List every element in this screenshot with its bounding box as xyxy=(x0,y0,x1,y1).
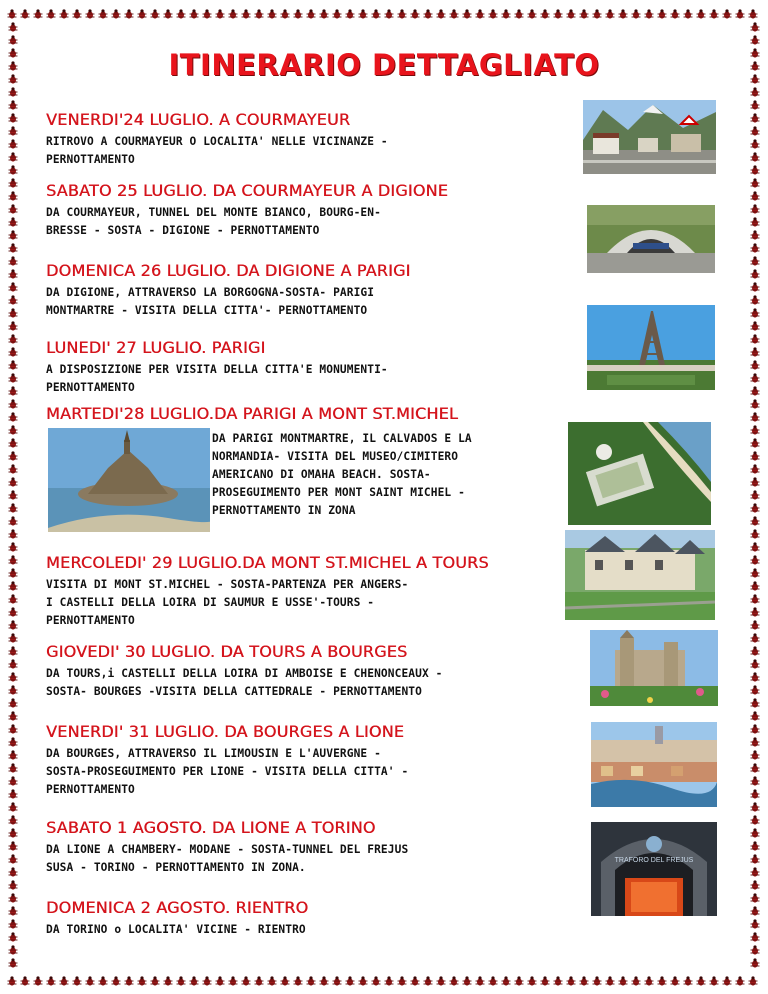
border-bug-icon xyxy=(190,976,199,985)
border-bug-icon xyxy=(9,243,18,252)
border-bug-icon xyxy=(751,321,760,330)
border-bug-icon xyxy=(751,750,760,759)
border-bug-icon xyxy=(307,9,316,18)
border-bug-icon xyxy=(751,854,760,863)
border-bug-icon xyxy=(9,308,18,317)
border-bug-icon xyxy=(632,976,641,985)
border-bug-icon xyxy=(658,976,667,985)
border-bug-icon xyxy=(567,976,576,985)
border-bug-icon xyxy=(751,529,760,538)
border-bug-icon xyxy=(372,9,381,18)
montblanc-tunnel-photo xyxy=(587,205,715,273)
border-bug-icon xyxy=(138,976,147,985)
border-bug-icon xyxy=(307,976,316,985)
border-bug-icon xyxy=(554,9,563,18)
border-bug-icon xyxy=(9,568,18,577)
border-bug-icon xyxy=(567,9,576,18)
border-bug-icon xyxy=(710,9,719,18)
border-bug-icon xyxy=(697,976,706,985)
border-bug-icon xyxy=(177,9,186,18)
border-bug-icon xyxy=(645,9,654,18)
border-bug-icon xyxy=(723,976,732,985)
border-bug-icon xyxy=(450,9,459,18)
border-bug-icon xyxy=(9,542,18,551)
border-bug-icon xyxy=(125,976,134,985)
border-bug-icon xyxy=(9,87,18,96)
border-bug-icon xyxy=(255,976,264,985)
border-bug-icon xyxy=(751,932,760,941)
day-section xyxy=(46,338,388,397)
border-bug-icon xyxy=(751,568,760,577)
border-bug-icon xyxy=(751,958,760,967)
border-bug-icon xyxy=(502,976,511,985)
border-bug-icon xyxy=(736,9,745,18)
day-section xyxy=(46,181,448,240)
day-text: RITROVO A COURMAYEUR O LOCALITA' NELLE VICINANZE - PERNOTTAMENTO xyxy=(46,135,388,166)
border-bug-icon xyxy=(9,594,18,603)
border-bug-icon xyxy=(333,9,342,18)
border-bug-icon xyxy=(751,776,760,785)
border-bug-icon xyxy=(9,269,18,278)
border-bug-icon xyxy=(9,373,18,382)
border-bug-icon xyxy=(151,9,160,18)
day-text: A DISPOSIZIONE PER VISITA DELLA CITTA'E MONUMENTI- PERNOTTAMENTO xyxy=(46,363,388,394)
day-text: DA BOURGES, ATTRAVERSO IL LIMOUSIN E L'AUVERGNE - SOSTA-PROSEGUIMENTO PER LIONE - VISITA DELLA CITTA' - PERNOTTAMENTO xyxy=(46,747,409,796)
border-bug-icon xyxy=(9,425,18,434)
frejus-tunnel-photo xyxy=(591,822,717,916)
border-bug-icon xyxy=(751,204,760,213)
day-heading: VENERDI'24 LUGLIO. A COURMAYEUR xyxy=(46,110,351,129)
border-bug-icon xyxy=(320,9,329,18)
border-bug-icon xyxy=(751,711,760,720)
border-bug-icon xyxy=(9,412,18,421)
border-bug-icon xyxy=(751,633,760,642)
day-text: DA COURMAYEUR, TUNNEL DEL MONTE BIANCO, BOURG-EN- BRESSE - SOSTA - DIGIONE - PERNOTTAMENTO xyxy=(46,206,381,237)
border-bug-icon xyxy=(751,100,760,109)
border-bug-icon xyxy=(751,503,760,512)
border-bug-icon xyxy=(242,976,251,985)
border-bug-icon xyxy=(515,9,524,18)
border-bug-icon xyxy=(177,976,186,985)
border-bug-icon xyxy=(216,9,225,18)
border-bug-icon xyxy=(528,976,537,985)
border-bug-icon xyxy=(671,9,680,18)
border-bug-icon xyxy=(8,976,17,985)
day-heading: DOMENICA 26 LUGLIO. DA DIGIONE A PARIGI xyxy=(46,261,411,280)
border-bug-icon xyxy=(671,976,680,985)
border-bug-icon xyxy=(34,9,43,18)
border-bug-icon xyxy=(437,9,446,18)
day-heading: MERCOLEDI' 29 LUGLIO.DA MONT ST.MICHEL A TOURS xyxy=(46,553,489,572)
border-bug-icon xyxy=(99,976,108,985)
border-bug-icon xyxy=(632,9,641,18)
border-bug-icon xyxy=(9,919,18,928)
border-bug-icon xyxy=(751,698,760,707)
border-bug-icon xyxy=(164,976,173,985)
border-bug-icon xyxy=(9,555,18,564)
border-bug-icon xyxy=(580,976,589,985)
border-bug-icon xyxy=(751,867,760,876)
border-bug-icon xyxy=(751,282,760,291)
border-bug-icon xyxy=(658,9,667,18)
day-heading: SABATO 25 LUGLIO. DA COURMAYEUR A DIGIONE xyxy=(46,181,448,200)
border-bug-icon xyxy=(751,789,760,798)
border-bug-icon xyxy=(268,9,277,18)
border-bug-icon xyxy=(751,399,760,408)
border-bug-icon xyxy=(385,976,394,985)
border-bug-icon xyxy=(450,976,459,985)
border-bug-icon xyxy=(751,373,760,382)
border-bug-icon xyxy=(294,976,303,985)
border-bug-icon xyxy=(398,976,407,985)
border-bug-icon xyxy=(751,217,760,226)
border-bug-icon xyxy=(47,9,56,18)
border-bug-icon xyxy=(751,165,760,174)
border-bug-icon xyxy=(9,880,18,889)
border-bug-icon xyxy=(751,490,760,499)
border-bug-icon xyxy=(9,828,18,837)
border-bug-icon xyxy=(9,204,18,213)
border-bug-icon xyxy=(73,976,82,985)
day-section xyxy=(46,553,489,630)
border-bug-icon xyxy=(9,230,18,239)
day-section xyxy=(46,261,410,320)
border-bug-icon xyxy=(9,633,18,642)
border-bug-icon xyxy=(489,976,498,985)
border-bug-icon xyxy=(190,9,199,18)
border-bug-icon xyxy=(751,113,760,122)
border-bug-icon xyxy=(268,976,277,985)
border-bug-icon xyxy=(398,9,407,18)
border-bug-icon xyxy=(411,9,420,18)
border-bug-icon xyxy=(255,9,264,18)
border-bug-icon xyxy=(9,282,18,291)
border-bug-icon xyxy=(9,126,18,135)
border-bug-icon xyxy=(9,867,18,876)
border-bug-icon xyxy=(751,347,760,356)
border-bug-icon xyxy=(112,9,121,18)
border-bug-icon xyxy=(9,789,18,798)
border-bug-icon xyxy=(751,269,760,278)
border-bug-icon xyxy=(294,9,303,18)
border-bug-icon xyxy=(541,976,550,985)
border-bug-icon xyxy=(216,976,225,985)
border-bug-icon xyxy=(9,464,18,473)
border-bug-icon xyxy=(424,9,433,18)
border-bug-icon xyxy=(751,555,760,564)
border-bug-icon xyxy=(9,672,18,681)
border-bug-icon xyxy=(8,9,17,18)
border-bug-icon xyxy=(751,126,760,135)
border-bug-icon xyxy=(112,976,121,985)
border-bug-icon xyxy=(751,178,760,187)
border-bug-icon xyxy=(9,451,18,460)
border-bug-icon xyxy=(9,386,18,395)
border-bug-icon xyxy=(424,976,433,985)
border-bug-icon xyxy=(9,334,18,343)
border-bug-icon xyxy=(9,399,18,408)
border-bug-icon xyxy=(9,906,18,915)
border-bug-icon xyxy=(229,976,238,985)
border-bug-icon xyxy=(476,9,485,18)
border-bug-icon xyxy=(751,828,760,837)
border-bug-icon xyxy=(593,9,602,18)
border-bug-icon xyxy=(359,9,368,18)
border-bug-icon xyxy=(751,724,760,733)
border-bug-icon xyxy=(229,9,238,18)
border-bug-icon xyxy=(751,594,760,603)
border-bug-icon xyxy=(751,152,760,161)
border-bug-icon xyxy=(9,711,18,720)
border-bug-icon xyxy=(9,893,18,902)
tunnel-sign-text: TRAFORO DEL FREJUS xyxy=(614,857,694,864)
border-bug-icon xyxy=(9,698,18,707)
border-bug-icon xyxy=(751,295,760,304)
border-bug-icon xyxy=(9,750,18,759)
border-bug-icon xyxy=(9,529,18,538)
border-bug-icon xyxy=(751,672,760,681)
border-bug-icon xyxy=(9,438,18,447)
border-bug-icon xyxy=(9,776,18,785)
border-bug-icon xyxy=(9,217,18,226)
border-bug-icon xyxy=(751,685,760,694)
day-text: DA LIONE A CHAMBERY- MODANE - SOSTA-TUNNEL DEL FREJUS SUSA - TORINO - PERNOTTAMENTO IN ZONA. xyxy=(46,843,409,874)
border-bug-icon xyxy=(554,976,563,985)
border-bug-icon xyxy=(9,737,18,746)
border-bug-icon xyxy=(21,976,30,985)
border-bug-icon xyxy=(751,607,760,616)
border-bug-icon xyxy=(9,360,18,369)
border-bug-icon xyxy=(9,646,18,655)
border-bug-icon xyxy=(437,976,446,985)
border-bug-icon xyxy=(476,976,485,985)
border-bug-icon xyxy=(619,976,628,985)
border-bug-icon xyxy=(9,139,18,148)
border-bug-icon xyxy=(86,9,95,18)
border-bug-icon xyxy=(281,976,290,985)
border-bug-icon xyxy=(372,976,381,985)
border-bug-icon xyxy=(684,976,693,985)
border-bug-icon xyxy=(463,976,472,985)
border-bug-icon xyxy=(9,100,18,109)
border-bug-icon xyxy=(751,945,760,954)
border-bug-icon xyxy=(751,581,760,590)
border-bug-icon xyxy=(751,308,760,317)
border-bug-icon xyxy=(9,516,18,525)
border-bug-icon xyxy=(541,9,550,18)
border-bug-icon xyxy=(751,425,760,434)
border-bug-icon xyxy=(47,976,56,985)
border-bug-icon xyxy=(346,976,355,985)
border-bug-icon xyxy=(9,256,18,265)
border-bug-icon xyxy=(463,9,472,18)
border-bug-icon xyxy=(86,976,95,985)
border-bug-icon xyxy=(751,230,760,239)
border-bug-icon xyxy=(9,581,18,590)
border-bug-icon xyxy=(9,113,18,122)
border-bug-icon xyxy=(697,9,706,18)
border-bug-icon xyxy=(751,360,760,369)
border-bug-icon xyxy=(593,976,602,985)
border-bug-icon xyxy=(528,9,537,18)
border-bug-icon xyxy=(164,9,173,18)
border-bug-icon xyxy=(751,477,760,486)
border-bug-icon xyxy=(606,976,615,985)
border-bug-icon xyxy=(99,9,108,18)
mont-saint-michel-photo xyxy=(48,428,210,532)
border-bug-icon xyxy=(9,802,18,811)
border-bug-icon xyxy=(411,976,420,985)
border-bug-icon xyxy=(751,542,760,551)
border-bug-icon xyxy=(749,9,758,18)
border-bug-icon xyxy=(751,737,760,746)
border-bug-icon xyxy=(751,763,760,772)
border-bug-icon xyxy=(710,976,719,985)
border-bug-icon xyxy=(9,22,18,31)
border-bug-icon xyxy=(749,976,758,985)
day-section xyxy=(46,642,442,701)
border-bug-icon xyxy=(9,724,18,733)
day-text: DA DIGIONE, ATTRAVERSO LA BORGOGNA-SOSTA- PARIGI MONTMARTRE - VISITA DELLA CITTA'- PERNOTTAMENTO xyxy=(46,286,375,317)
border-bug-icon xyxy=(203,9,212,18)
border-bug-icon xyxy=(751,841,760,850)
day-section xyxy=(46,722,408,799)
border-bug-icon xyxy=(21,9,30,18)
border-bug-icon xyxy=(151,976,160,985)
border-bug-icon xyxy=(751,802,760,811)
border-bug-icon xyxy=(502,9,511,18)
border-bug-icon xyxy=(73,9,82,18)
border-bug-icon xyxy=(9,35,18,44)
day-text: DA TORINO o LOCALITA' VICINE - RIENTRO xyxy=(46,923,306,936)
border-bug-icon xyxy=(489,9,498,18)
border-bug-icon xyxy=(606,9,615,18)
border-bug-icon xyxy=(751,22,760,31)
border-bug-icon xyxy=(751,451,760,460)
day-heading: LUNEDI' 27 LUGLIO. PARIGI xyxy=(46,338,266,357)
border-bug-icon xyxy=(751,191,760,200)
day-section xyxy=(46,110,388,169)
border-bug-icon xyxy=(751,386,760,395)
border-bug-icon xyxy=(34,976,43,985)
border-bug-icon xyxy=(9,165,18,174)
day-heading: GIOVEDI' 30 LUGLIO. DA TOURS A BOURGES xyxy=(46,642,408,661)
border-bug-icon xyxy=(751,464,760,473)
border-bug-icon xyxy=(751,815,760,824)
border-bug-icon xyxy=(751,35,760,44)
border-bug-icon xyxy=(684,9,693,18)
page-title: ITINERARIO DETTAGLIATO xyxy=(168,48,600,82)
day-heading: SABATO 1 AGOSTO. DA LIONE A TORINO xyxy=(46,818,376,837)
border-bug-icon xyxy=(9,854,18,863)
border-bug-icon xyxy=(751,620,760,629)
border-bug-icon xyxy=(751,659,760,668)
border-bug-icon xyxy=(515,976,524,985)
border-bug-icon xyxy=(751,516,760,525)
omaha-beach-cemetery-photo xyxy=(568,422,711,525)
border-bug-icon xyxy=(242,9,251,18)
border-bug-icon xyxy=(751,919,760,928)
border-bug-icon xyxy=(333,976,342,985)
border-bug-icon xyxy=(751,646,760,655)
border-bug-icon xyxy=(751,880,760,889)
border-bug-icon xyxy=(203,976,212,985)
border-bug-icon xyxy=(619,9,628,18)
border-bug-icon xyxy=(9,932,18,941)
border-bug-icon xyxy=(751,87,760,96)
border-bug-icon xyxy=(751,893,760,902)
border-bug-icon xyxy=(723,9,732,18)
border-bug-icon xyxy=(9,607,18,616)
border-bug-icon xyxy=(60,9,69,18)
border-bug-icon xyxy=(138,9,147,18)
border-bug-icon xyxy=(9,815,18,824)
border-bug-icon xyxy=(751,412,760,421)
border-bug-icon xyxy=(9,490,18,499)
border-bug-icon xyxy=(751,438,760,447)
border-bug-icon xyxy=(9,659,18,668)
border-bug-icon xyxy=(125,9,134,18)
border-bug-icon xyxy=(9,152,18,161)
border-bug-icon xyxy=(9,477,18,486)
border-bug-icon xyxy=(9,958,18,967)
border-bug-icon xyxy=(9,347,18,356)
day-section xyxy=(46,898,308,939)
border-bug-icon xyxy=(320,976,329,985)
border-bug-icon xyxy=(9,321,18,330)
border-bug-icon xyxy=(359,976,368,985)
courmayeur-photo xyxy=(583,100,716,174)
loire-castle-photo xyxy=(565,530,715,620)
border-bug-icon xyxy=(580,9,589,18)
border-bug-icon xyxy=(281,9,290,18)
day-text: DA TOURS,i CASTELLI DELLA LOIRA DI AMBOISE E CHENONCEAUX - SOSTA- BOURGES -VISITA DELLA CATTEDRALE - PERNOTTAMENTO xyxy=(46,667,443,698)
day-text: DA PARIGI MONTMARTRE, IL CALVADOS E LA NORMANDIA- VISITA DEL MUSEO/CIMITERO AMERICANO DI OMAHA BEACH. SOSTA- PROSEGUIMENTO PER MONT SAINT MICHEL - PERNOTTAMENTO IN ZONA xyxy=(212,432,472,517)
border-bug-icon xyxy=(9,178,18,187)
border-bug-icon xyxy=(60,976,69,985)
border-bug-icon xyxy=(9,295,18,304)
border-bug-icon xyxy=(736,976,745,985)
border-bug-icon xyxy=(751,906,760,915)
border-bug-icon xyxy=(385,9,394,18)
border-bug-icon xyxy=(9,763,18,772)
border-bug-icon xyxy=(9,945,18,954)
border-bug-icon xyxy=(751,256,760,265)
border-bug-icon xyxy=(751,139,760,148)
day-section xyxy=(46,818,408,877)
border-bug-icon xyxy=(9,191,18,200)
border-bug-icon xyxy=(9,841,18,850)
lyon-photo xyxy=(591,722,717,807)
day-heading: DOMENICA 2 AGOSTO. RIENTRO xyxy=(46,898,309,917)
day-heading: MARTEDI'28 LUGLIO.DA PARIGI A MONT ST.MICHEL xyxy=(46,404,458,423)
day-text: VISITA DI MONT ST.MICHEL - SOSTA-PARTENZA PER ANGERS- I CASTELLI DELLA LOIRA DI SAUMUR E USSE'-TOURS - PERNOTTAMENTO xyxy=(46,578,409,627)
day-heading: VENERDI' 31 LUGLIO. DA BOURGES A LIONE xyxy=(46,722,405,741)
border-bug-icon xyxy=(751,243,760,252)
border-bug-icon xyxy=(9,503,18,512)
eiffel-tower-photo xyxy=(587,305,715,390)
border-bug-icon xyxy=(346,9,355,18)
border-bug-icon xyxy=(9,685,18,694)
border-bug-icon xyxy=(9,620,18,629)
bourges-cathedral-photo xyxy=(590,630,718,706)
border-bug-icon xyxy=(645,976,654,985)
border-bug-icon xyxy=(751,334,760,343)
day-section xyxy=(46,404,458,423)
